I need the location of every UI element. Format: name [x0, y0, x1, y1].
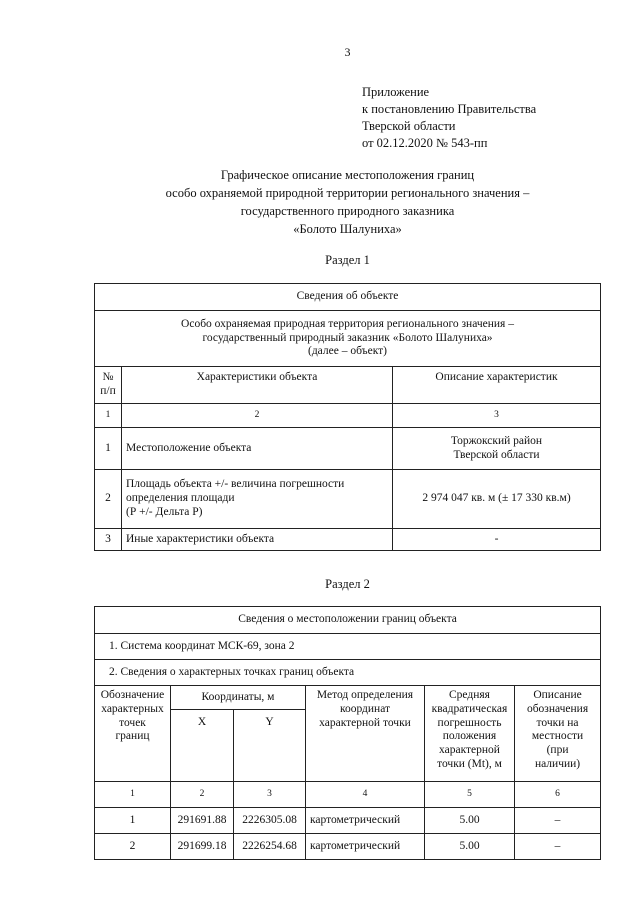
- cell-y: 2226254.68: [234, 834, 306, 860]
- col-header-line: наличии): [534, 757, 581, 770]
- row-number: 3: [95, 529, 122, 551]
- boundary-points-table: [94, 606, 601, 860]
- col-header-y: Y: [234, 710, 306, 782]
- col-header-num-line: №: [102, 371, 114, 384]
- col-header-line: точки (Mt), м: [437, 757, 502, 770]
- col-header-num-line: п/п: [100, 385, 116, 397]
- appendix-line: к постановлению Правительства: [362, 102, 537, 116]
- title-line: государственного природного заказника: [240, 204, 455, 218]
- object-info-table: [94, 283, 601, 551]
- section-2-heading: Раздел 2: [325, 577, 370, 591]
- row-characteristic-line: Площадь объекта +/- величина погрешности: [126, 478, 345, 491]
- col-index: 2: [171, 782, 234, 808]
- col-index: 1: [95, 782, 171, 808]
- points-info-heading: 2. Сведения о характерных точках границ объекта: [95, 660, 601, 686]
- row-characteristic-line: (Р +/- Дельта Р): [126, 505, 203, 518]
- col-header-line: положения: [442, 730, 497, 743]
- object-description: [95, 311, 601, 367]
- col-header-error: [425, 686, 515, 782]
- object-line: государственный природный заказник «Болото Шалуниха»: [202, 331, 493, 344]
- object-line: Особо охраняемая природная территория регионального значения –: [181, 317, 514, 330]
- row-description-line: Торжокский район: [450, 434, 543, 447]
- col-header-line: характерной точки: [319, 716, 411, 729]
- row-number: 2: [95, 470, 122, 529]
- row-number: 1: [95, 428, 122, 470]
- table-header: Сведения об объекте: [95, 284, 601, 311]
- object-line: (далее – объект): [308, 345, 387, 358]
- row-characteristic: [122, 470, 393, 529]
- cell-error: 5.00: [425, 834, 515, 860]
- col-header-description: Описание характеристик: [393, 367, 601, 404]
- cell-method: картометрический: [306, 834, 425, 860]
- section-1-heading: Раздел 1: [325, 253, 370, 267]
- col-header-line: Обозначение: [100, 689, 165, 701]
- row-characteristic: Иные характеристики объекта: [122, 529, 393, 551]
- col-header-line: (при: [546, 744, 569, 757]
- col-header-num: [95, 367, 122, 404]
- title-line: «Болото Шалуниха»: [293, 222, 402, 236]
- col-header-line: координат: [339, 702, 391, 715]
- col-index: 1: [95, 404, 122, 428]
- col-header-line: обозначения: [526, 702, 589, 715]
- col-header-line: границ: [115, 730, 150, 743]
- cell-y: 2226305.08: [234, 808, 306, 834]
- row-description: -: [393, 529, 601, 551]
- row-characteristic-line: определения площади: [126, 492, 235, 505]
- appendix-block: [362, 84, 536, 152]
- title-line: особо охраняемой природной территории регионального значения –: [165, 186, 530, 200]
- col-header-line: характерной: [439, 744, 500, 757]
- cell-point: 1: [95, 808, 171, 834]
- col-index: 5: [425, 782, 515, 808]
- appendix-line: Приложение: [362, 85, 430, 99]
- table-row: [95, 808, 601, 834]
- table-row: [95, 428, 601, 470]
- col-index: 6: [515, 782, 601, 808]
- appendix-line: Тверской области: [362, 119, 456, 133]
- col-header-line: Описание: [533, 689, 582, 701]
- row-description: 2 974 047 кв. м (± 17 330 кв.м): [393, 470, 601, 529]
- cell-error: 5.00: [425, 808, 515, 834]
- row-characteristic: Местоположение объекта: [122, 428, 393, 470]
- col-header-coordinates: Координаты, м: [171, 686, 306, 710]
- col-header-method: [306, 686, 425, 782]
- document-title: [0, 166, 640, 238]
- col-header-line: точек: [119, 716, 146, 729]
- title-line: Графическое описание местоположения границ: [220, 168, 475, 182]
- col-header-line: погрешность: [437, 716, 502, 729]
- table-row: [95, 529, 601, 551]
- col-header-line: точки на: [536, 716, 579, 729]
- table-header: Сведения о местоположении границ объекта: [95, 607, 601, 634]
- col-header-line: Метод определения: [316, 689, 414, 701]
- col-header-line: Средняя: [449, 689, 490, 701]
- table-row: [95, 834, 601, 860]
- col-header-line: квадратическая: [431, 702, 508, 715]
- col-index: 3: [393, 404, 601, 428]
- cell-x: 291691.88: [171, 808, 234, 834]
- table-row: [95, 470, 601, 529]
- col-header-point: [95, 686, 171, 782]
- row-description-line: Тверской области: [453, 448, 540, 461]
- col-header-marking: [515, 686, 601, 782]
- coordinate-system: 1. Система координат МСК-69, зона 2: [95, 634, 601, 660]
- cell-method: картометрический: [306, 808, 425, 834]
- cell-x: 291699.18: [171, 834, 234, 860]
- cell-point: 2: [95, 834, 171, 860]
- col-header-line: характерных: [101, 702, 164, 715]
- col-index: 4: [306, 782, 425, 808]
- col-header-characteristics: Характеристики объекта: [122, 367, 393, 404]
- col-header-line: местности: [531, 730, 584, 743]
- row-description: [393, 428, 601, 470]
- page-number: 3: [344, 45, 351, 59]
- cell-marking: –: [515, 834, 601, 860]
- col-header-x: X: [171, 710, 234, 782]
- cell-marking: –: [515, 808, 601, 834]
- col-index: 3: [234, 782, 306, 808]
- appendix-date-line: от 02.12.2020 № 543-пп: [362, 136, 488, 150]
- col-index: 2: [122, 404, 393, 428]
